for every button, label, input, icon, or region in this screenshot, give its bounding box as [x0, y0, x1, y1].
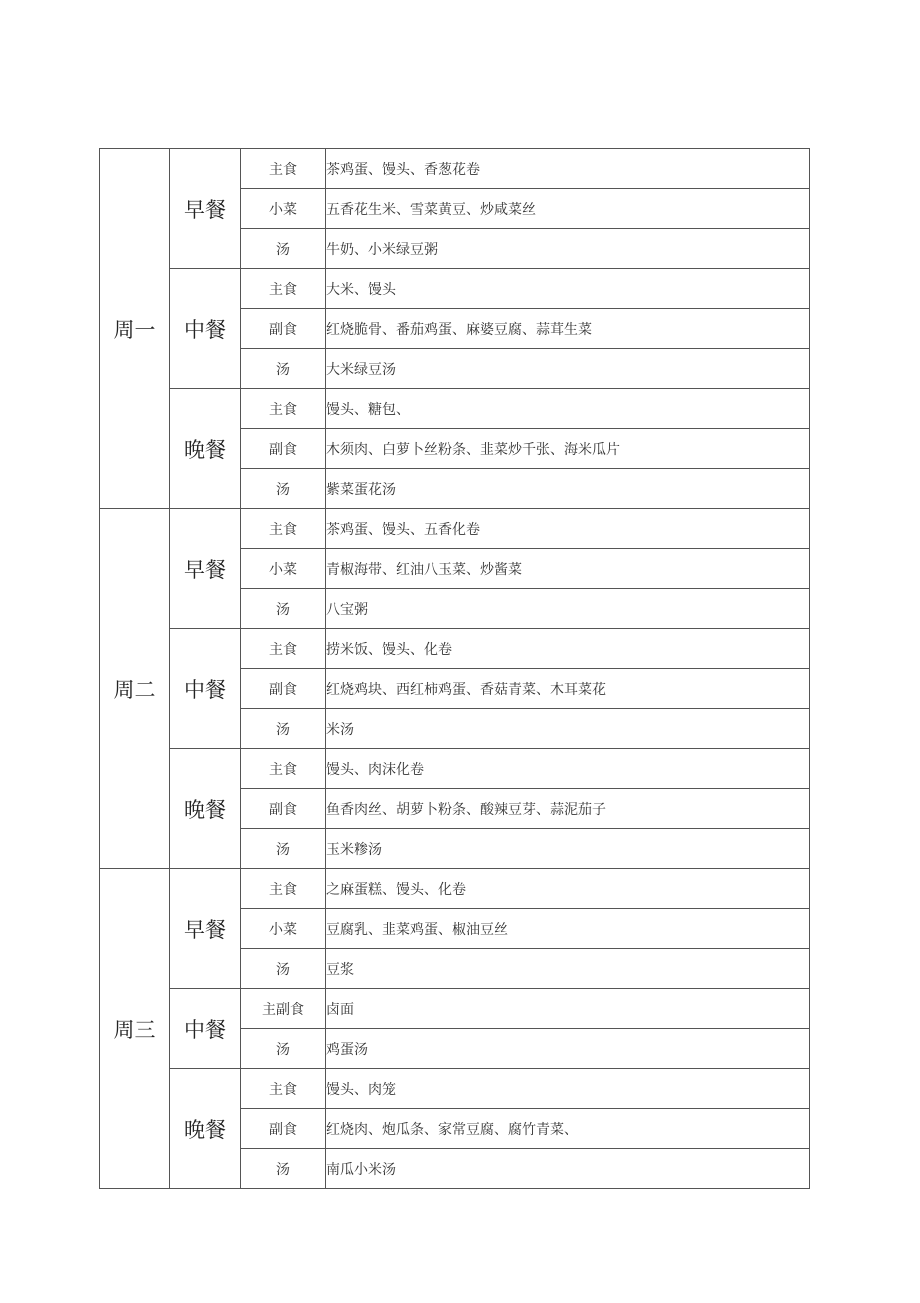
- category-cell: 主食: [241, 869, 326, 909]
- dishes-cell: 牛奶、小米绿豆粥: [326, 229, 810, 269]
- category-cell: 小菜: [241, 549, 326, 589]
- category-cell: 主食: [241, 629, 326, 669]
- category-cell: 汤: [241, 709, 326, 749]
- meal-cell: 晚餐: [170, 749, 241, 869]
- dishes-cell: 鱼香肉丝、胡萝卜粉条、酸辣豆芽、蒜泥茄子: [326, 789, 810, 829]
- dishes-cell: 青椒海带、红油八玉菜、炒酱菜: [326, 549, 810, 589]
- category-cell: 汤: [241, 829, 326, 869]
- category-cell: 小菜: [241, 909, 326, 949]
- meal-cell: 中餐: [170, 989, 241, 1069]
- dishes-cell: 南瓜小米汤: [326, 1149, 810, 1189]
- menu-row: [100, 629, 810, 669]
- dishes-cell: 馒头、肉沫化卷: [326, 749, 810, 789]
- category-cell: 汤: [241, 949, 326, 989]
- menu-row: [100, 749, 810, 789]
- category-cell: 主食: [241, 389, 326, 429]
- dishes-cell: 紫菜蛋花汤: [326, 469, 810, 509]
- menu-row: [100, 269, 810, 309]
- menu-table-body: [100, 149, 810, 1189]
- dishes-cell: 红烧脆骨、番茄鸡蛋、麻婆豆腐、蒜茸生菜: [326, 309, 810, 349]
- dishes-cell: 豆腐乳、韭菜鸡蛋、椒油豆丝: [326, 909, 810, 949]
- meal-cell: 晚餐: [170, 1069, 241, 1189]
- dishes-cell: 木须肉、白萝卜丝粉条、韭菜炒千张、海米瓜片: [326, 429, 810, 469]
- dishes-cell: 捞米饭、馒头、化卷: [326, 629, 810, 669]
- category-cell: 汤: [241, 349, 326, 389]
- meal-cell: 中餐: [170, 269, 241, 389]
- dishes-cell: 豆浆: [326, 949, 810, 989]
- day-cell: 周二: [100, 509, 170, 869]
- dishes-cell: 茶鸡蛋、馒头、香葱花卷: [326, 149, 810, 189]
- dishes-cell: 五香花生米、雪菜黄豆、炒咸菜丝: [326, 189, 810, 229]
- dishes-cell: 大米绿豆汤: [326, 349, 810, 389]
- dishes-cell: 红烧肉、炮瓜条、家常豆腐、腐竹青菜、: [326, 1109, 810, 1149]
- category-cell: 小菜: [241, 189, 326, 229]
- category-cell: 副食: [241, 1109, 326, 1149]
- dishes-cell: 馒头、糖包、: [326, 389, 810, 429]
- category-cell: 主食: [241, 509, 326, 549]
- category-cell: 主食: [241, 149, 326, 189]
- menu-row: [100, 869, 810, 909]
- weekly-menu-table: [99, 148, 810, 1189]
- category-cell: 副食: [241, 669, 326, 709]
- meal-cell: 早餐: [170, 869, 241, 989]
- day-cell: 周三: [100, 869, 170, 1189]
- dishes-cell: 卤面: [326, 989, 810, 1029]
- meal-cell: 中餐: [170, 629, 241, 749]
- dishes-cell: 红烧鸡块、西红柿鸡蛋、香菇青菜、木耳菜花: [326, 669, 810, 709]
- category-cell: 主食: [241, 1069, 326, 1109]
- category-cell: 主副食: [241, 989, 326, 1029]
- day-cell: 周一: [100, 149, 170, 509]
- dishes-cell: 馒头、肉笼: [326, 1069, 810, 1109]
- menu-row: [100, 149, 810, 189]
- category-cell: 汤: [241, 229, 326, 269]
- category-cell: 副食: [241, 789, 326, 829]
- menu-row: [100, 509, 810, 549]
- dishes-cell: 茶鸡蛋、馒头、五香化卷: [326, 509, 810, 549]
- category-cell: 汤: [241, 1029, 326, 1069]
- category-cell: 副食: [241, 309, 326, 349]
- dishes-cell: 大米、馒头: [326, 269, 810, 309]
- category-cell: 副食: [241, 429, 326, 469]
- dishes-cell: 玉米糁汤: [326, 829, 810, 869]
- category-cell: 汤: [241, 469, 326, 509]
- meal-cell: 早餐: [170, 149, 241, 269]
- category-cell: 主食: [241, 269, 326, 309]
- dishes-cell: 鸡蛋汤: [326, 1029, 810, 1069]
- dishes-cell: 八宝粥: [326, 589, 810, 629]
- dishes-cell: 之麻蛋糕、馒头、化卷: [326, 869, 810, 909]
- meal-cell: 晚餐: [170, 389, 241, 509]
- meal-cell: 早餐: [170, 509, 241, 629]
- menu-row: [100, 1069, 810, 1109]
- menu-row: [100, 389, 810, 429]
- category-cell: 主食: [241, 749, 326, 789]
- dishes-cell: 米汤: [326, 709, 810, 749]
- menu-row: [100, 989, 810, 1029]
- category-cell: 汤: [241, 1149, 326, 1189]
- category-cell: 汤: [241, 589, 326, 629]
